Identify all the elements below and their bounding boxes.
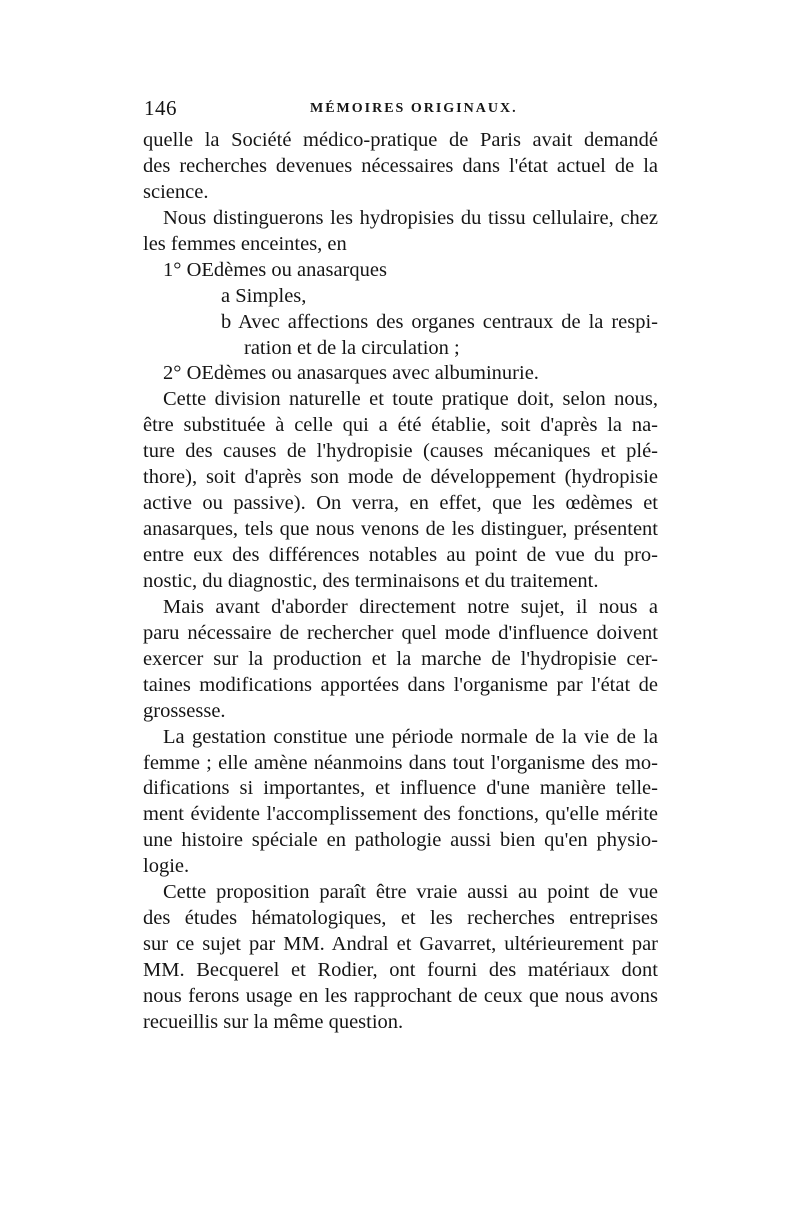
text-line: science. [143, 180, 209, 203]
text-line: nostic, du diagnostic, des terminaisons et du traitement. [143, 569, 599, 592]
body-text [143, 128, 658, 1036]
text-line: quelle la Société médico-pratique de Paris avait demandé [143, 129, 658, 151]
text-line: entre eux des différences notables au point de vue du pro- [143, 544, 658, 566]
text-line: 1° OEdèmes ou anasarques [163, 258, 387, 281]
text-line: a Simples, [221, 284, 307, 307]
text-line: exercer sur la production et la marche de l'hydropisie cer- [143, 647, 658, 670]
text-line: La gestation constitue une période normale de la vie de la [163, 725, 658, 748]
text-line: une histoire spéciale en pathologie aussi bien qu'en physio- [143, 829, 658, 852]
text-line: des études hématologiques, et les recherches entreprises [143, 907, 658, 930]
running-title: MÉMOIRES ORIGINAUX. [310, 101, 518, 116]
text-line: b Avec affections des organes centraux de la respi- [221, 310, 658, 333]
text-line: Cette proposition paraît être vraie aussi au point de vue [163, 881, 658, 904]
text-line: ment évidente l'accomplissement des fonctions, qu'elle mérite [143, 803, 658, 826]
text-line: les femmes enceintes, en [143, 232, 347, 255]
text-line: Nous distinguerons les hydropisies du tissu cellulaire, chez [163, 206, 658, 229]
text-line: paru nécessaire de rechercher quel mode d'influence doivent [143, 621, 658, 644]
text-line: sur ce sujet par MM. Andral et Gavarret, ultérieurement par [143, 933, 658, 956]
text-line: Mais avant d'aborder directement notre sujet, il nous a [163, 595, 658, 618]
text-line: des recherches devenues nécessaires dans l'état actuel de la [143, 154, 658, 177]
text-line: taines modifications apportées dans l'organisme par l'état de [143, 673, 658, 696]
text-line: Cette division naturelle et toute pratique doit, selon nous, [163, 388, 658, 411]
text-line: recueillis sur la même question. [143, 1010, 404, 1033]
text-line: femme ; elle amène néanmoins dans tout l'organisme des mo- [143, 751, 658, 774]
text-line: anasarques, tels que nous venons de les distinguer, présentent [143, 518, 658, 541]
page-header [144, 96, 664, 126]
text-line: 2° OEdèmes ou anasarques avec albuminurie. [163, 362, 539, 385]
text-line: thore), soit d'après son mode de développement (hydropisie [143, 466, 658, 489]
text-line: active ou passive). On verra, en effet, que les œdèmes et [143, 492, 658, 515]
text-line: nous ferons usage en les rapprochant de ceux que nous avons [143, 984, 658, 1007]
text-line: ration et de la circulation ; [244, 336, 460, 359]
text-line: grossesse. [143, 699, 226, 722]
text-line: être substituée à celle qui a été établie, soit d'après la na- [143, 414, 658, 437]
text-line: difications si importantes, et influence d'une manière telle- [143, 777, 658, 800]
page-number: 146 [144, 96, 177, 120]
text-line: ture des causes de l'hydropisie (causes mécaniques et plé- [143, 440, 658, 463]
text-line: logie. [143, 855, 190, 878]
text-line: MM. Becquerel et Rodier, ont fourni des matériaux dont [143, 959, 658, 981]
